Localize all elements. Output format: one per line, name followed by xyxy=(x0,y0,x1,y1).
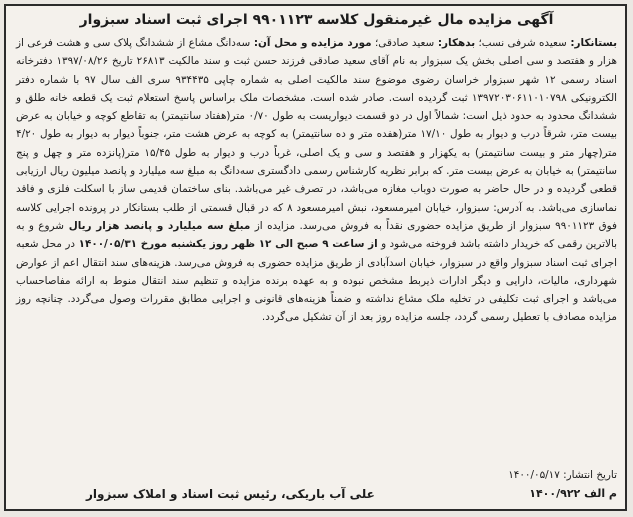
creditor-name: سعیده شرفی نسب؛ xyxy=(475,37,567,49)
debtor-name: سعید صادقی؛ xyxy=(371,37,435,49)
notice-body xyxy=(16,34,617,327)
property-description: سه‌دانگ مشاع از ششدانگ پلاک سی و هشت فرعی از هزار و هفتصد و سی اصلی بخش یک سبزوار به نام آقای سعید صادقی فرزند حسن ثبت و سند مالکیت ۲۶۸۱۳ تاریخ ۱۳۹۷/۰۸/۲۶ دفترخانه اسناد رسمی ۱۲ شهر سبزوار خراسان رضوی موضوع سند مالکیت اصلی به شماره چاپی ۹۳۴۴۳۵ سری الف سال ۹۷ با شماره دفتر الکترونیکی ۱۳۹۷۲۰۳۰۶۱۱۰۱۰۷۹۸ ثبت گردیده است. صادر شده است. مشخصات ملک براساس پاسخ استعلام ثبت یک قطعه خانه طلق و ششدانگ محدود به حدود ذیل است: شمالاً اول در دو قسمت دیواریست به طول ۰/۷۰ متر(هفتاد سانتیمتر) به تقاطع کوچه و خیابان به عرض بیست متر، شرقاً درب و دیوار به طول ۱۷/۱۰ متر(هفده متر و ده سانتیمتر) به کوچه به عرض هشت متر، جنوباً دیوار به دیوار به طول ۴/۲۰ متر(چهار متر و بیست سانتیمتر) به یکهزار و هفتصد و سی و یک اصلی، غرباً درب و دیوار به طول ۱۵/۴۵ متر(پانزده متر و چهل و پنج سانتیمتر) به خیابان به عرض بیست متر. که برابر نظریه کارشناس رسمی دادگستری سه‌دانگ به مبلغ سه میلیارد و پانصد میلیون ریال ارزیابی قطعی گردیده و در حال حاضر به صورت دوباب مغازه می‌باشد، در تصرف غیر می‌باشد. بنای ساختمان قدیمی ساز با اسکلت فلزی و فاقد نماسازی می‌باشد. به آدرس: سبزوار، خیابان امیرمسعود، نبش امیرمسعود ۸ که در قبال قسمتی از طلب بستانکار در پرونده اجرایی کلاسه فوق ۹۹۰۱۱۲۳ سبزوار از طریق مزایده حضوری نقداً به فروش می‌رسد. مزایده از xyxy=(16,37,618,232)
signature: علی آب باریکی، رئیس ثبت اسناد و املاک سبزوار xyxy=(86,486,375,501)
auction-notice xyxy=(4,4,627,511)
reference-code: م الف ۱۴۰۰/۹۲۲ xyxy=(529,487,617,500)
debtor-label: بدهکار: xyxy=(434,37,476,49)
sale-terms: شروع و به بالاترین رقمی که خریدار داشته باشد فروخته می‌شود و xyxy=(16,219,617,251)
notice-title: آگهی مزایده مال غیرمنقول کلاسه ۹۹۰۱۱۲۳ اجرای ثبت اسناد سبزوار xyxy=(79,12,554,28)
notice-footer xyxy=(16,465,617,503)
auction-time: از ساعت ۹ صبح الی ۱۲ ظهر روز یکشنبه مورخ ۱۴۰۰/۰۵/۳۱ xyxy=(74,238,378,251)
auction-conditions: در محل شعبه اجرای ثبت اسناد سبزوار واقع در سبزوار، خیابان اسدآبادی از طریق مزایده حضوری به فروش می‌رسد. هزینه‌های سند انتقال اعم از عوارض شهرداری، مالیات، دارایی و دیگر ادارات ذیربط مشخص نبوده و به عهده برنده مزایده و تنظیم سند انتقال منوط به ارائه مفاصاحساب می‌باشد و اجرای ثبت تکلیفی در تخلیه ملک مشاع نداشته و ضمناً هزینه‌های قانونی و اجرایی مطابق مقررات وصول می‌گردد. چنانچه روز مزایده مصادف با تعطیل رسمی گردد، جلسه مزایده روز بعد از آن تشکیل می‌گردد. xyxy=(16,238,617,324)
starting-price: مبلغ سه میلیارد و پانصد هزار ریال xyxy=(63,219,251,232)
creditor-label: بستانکار: xyxy=(566,37,618,49)
subject-label: مورد مزایده و محل آن: xyxy=(250,37,372,49)
publish-date: تاریخ انتشار: ۱۴۰۰/۰۵/۱۷ xyxy=(508,468,617,481)
